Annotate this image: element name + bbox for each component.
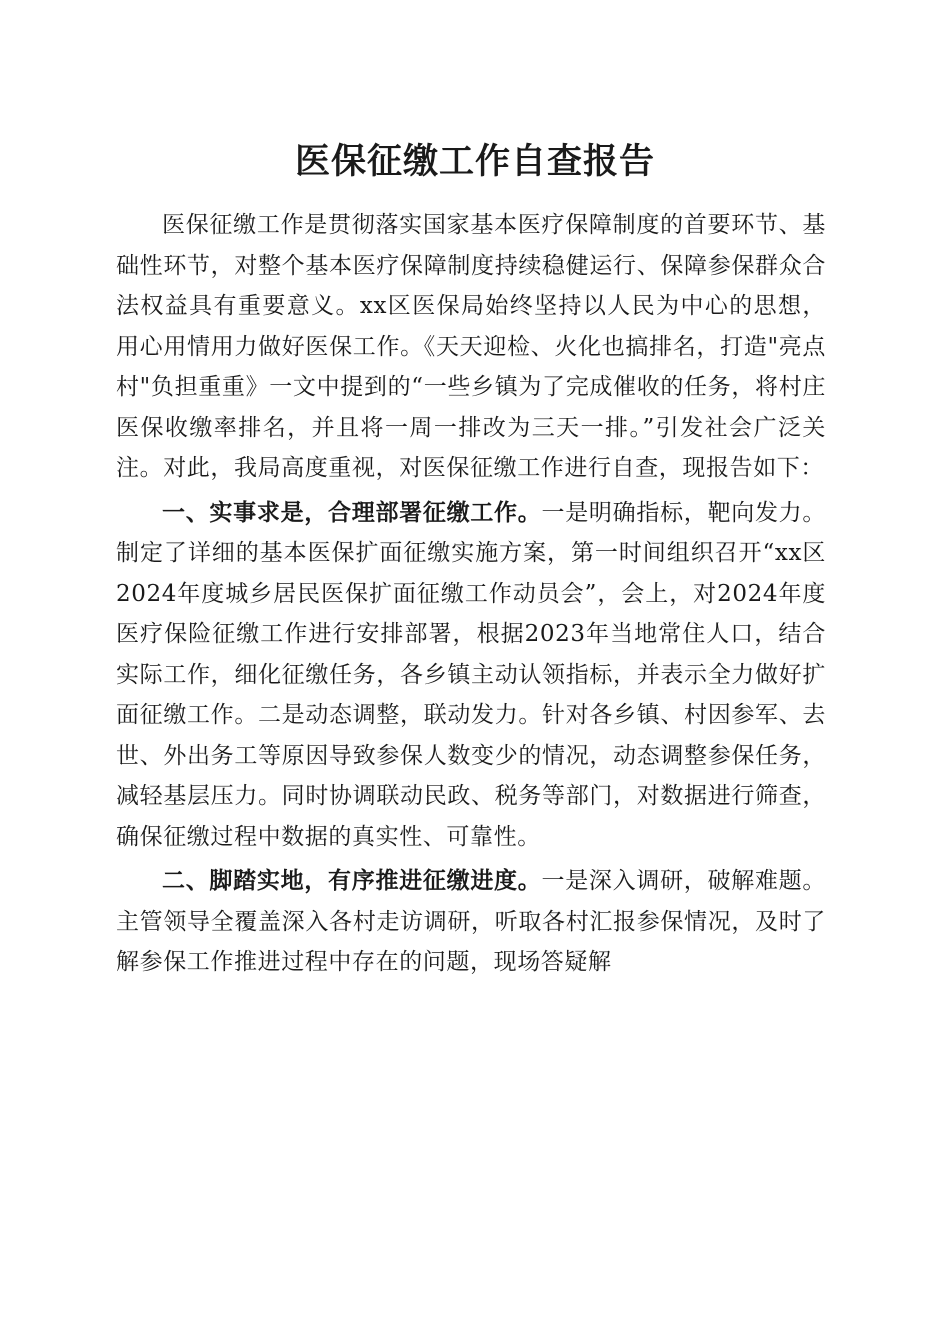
section-one-paragraph [116, 493, 826, 858]
paragraph-text: 医保征缴工作是贯彻落实国家基本医疗保障制度的首要环节、基础性环节，对整个基本医疗保障制度持续稳健运行、保障参保群众合法权益具有重要意义。xx区医保局始终坚持以人民为中心的思想，用心用情用力做好医保工作。《天天迎检、火化也搞排名，打造"亮点村"负担重重》一文中提到的“一些乡镇为了完成催收的任务，将村庄医保收缴率排名，并且将一周一排改为三天一排。”引发社会广泛关注。对此，我局高度重视，对医保征缴工作进行自查，现报告如下： [116, 212, 826, 481]
intro-paragraph [116, 205, 826, 489]
paragraph-text: 一是明确指标，靶向发力。制定了详细的基本医保扩面征缴实施方案，第一时间组织召开“xx区2024年度城乡居民医保扩面征缴工作动员会”，会上，对2024年度医疗保险征缴工作进行安排部署，根据2023年当地常住人口，结合实际工作，细化征缴任务，各乡镇主动认领指标，并表示全力做好扩面征缴工作。二是动态调整，联动发力。针对各乡镇、村因参军、去世、外出务工等原因导致参保人数变少的情况，动态调整参保任务，减轻基层压力。同时协调联动民政、税务等部门，对数据进行筛查，确保征缴过程中数据的真实性、可靠性。 [116, 499, 826, 850]
document-title: 医保征缴工作自查报告 [294, 141, 655, 182]
section-two-heading: 二、脚踏实地，有序推进征缴进度。 [162, 867, 542, 894]
section-two-paragraph [116, 861, 826, 983]
document-body [116, 205, 826, 983]
paragraph-text: 一是深入调研，破解难题。主管领导全覆盖深入各村走访调研，听取各村汇报参保情况，及时了解参保工作推进过程中存在的问题，现场答疑解 [116, 868, 826, 975]
section-one-heading: 一、实事求是，合理部署征缴工作。 [162, 498, 542, 526]
